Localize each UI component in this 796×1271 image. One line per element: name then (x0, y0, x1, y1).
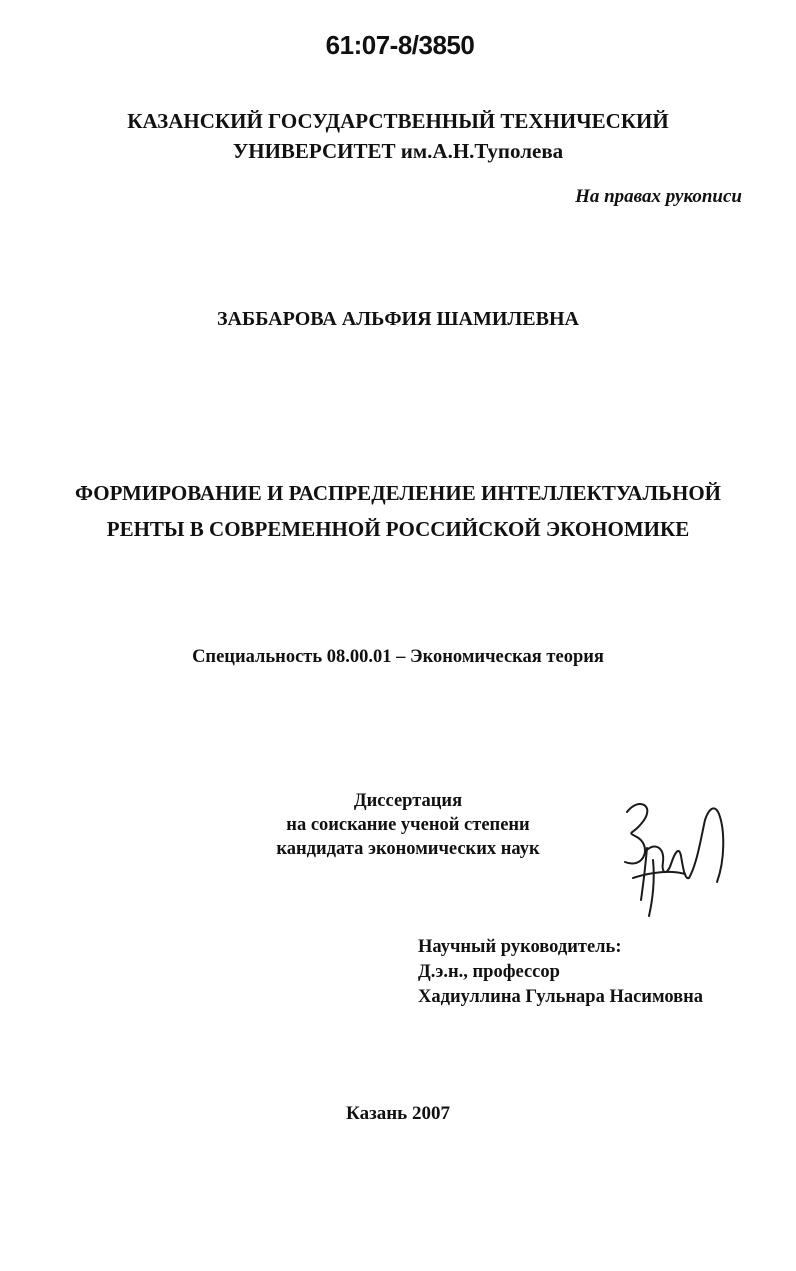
degree-line-3: кандидата экономических наук (276, 839, 540, 859)
scientific-supervisor (418, 935, 703, 1010)
signature-stroke (633, 872, 685, 878)
author-name: ЗАББАРОВА АЛЬФИЯ ШАМИЛЕВНА (217, 308, 579, 330)
degree-line-1: Диссертация (353, 791, 463, 811)
institution-line-1: КАЗАНСКИЙ ГОСУДАРСТВЕННЫЙ ТЕХНИЧЕСКИЙ (127, 109, 669, 133)
specialty: Специальность 08.00.01 – Экономическая теория (192, 647, 604, 667)
institution-line-2: УНИВЕРСИТЕТ им.А.Н.Туполева (232, 139, 564, 163)
title-line-1: ФОРМИРОВАНИЕ И РАСПРЕДЕЛЕНИЕ ИНТЕЛЛЕКТУАЛЬНОЙ (74, 481, 721, 505)
signature-stroke (689, 808, 723, 882)
signature-stroke (625, 804, 647, 864)
supervisor-name: Хадиуллина Гульнара Насимовна (418, 987, 704, 1007)
supervisor-degree: Д.э.н., профессор (418, 962, 560, 982)
title-line-2: РЕНТЫ В СОВРЕМЕННОЙ РОССИЙСКОЙ ЭКОНОМИКЕ (106, 517, 690, 541)
manuscript-rights-note: На правах рукописи (575, 186, 742, 207)
degree-statement (208, 789, 608, 861)
institution-name (0, 106, 796, 166)
archive-number: 61:07-8/3850 (325, 30, 475, 60)
supervisor-label: Научный руководитель: (418, 937, 622, 957)
city-year: Казань 2007 (346, 1103, 450, 1124)
dissertation-title (0, 475, 796, 547)
signature-stroke (649, 860, 654, 916)
degree-line-2: на соискание ученой степени (286, 815, 530, 835)
handwritten-signature-icon (605, 790, 745, 925)
